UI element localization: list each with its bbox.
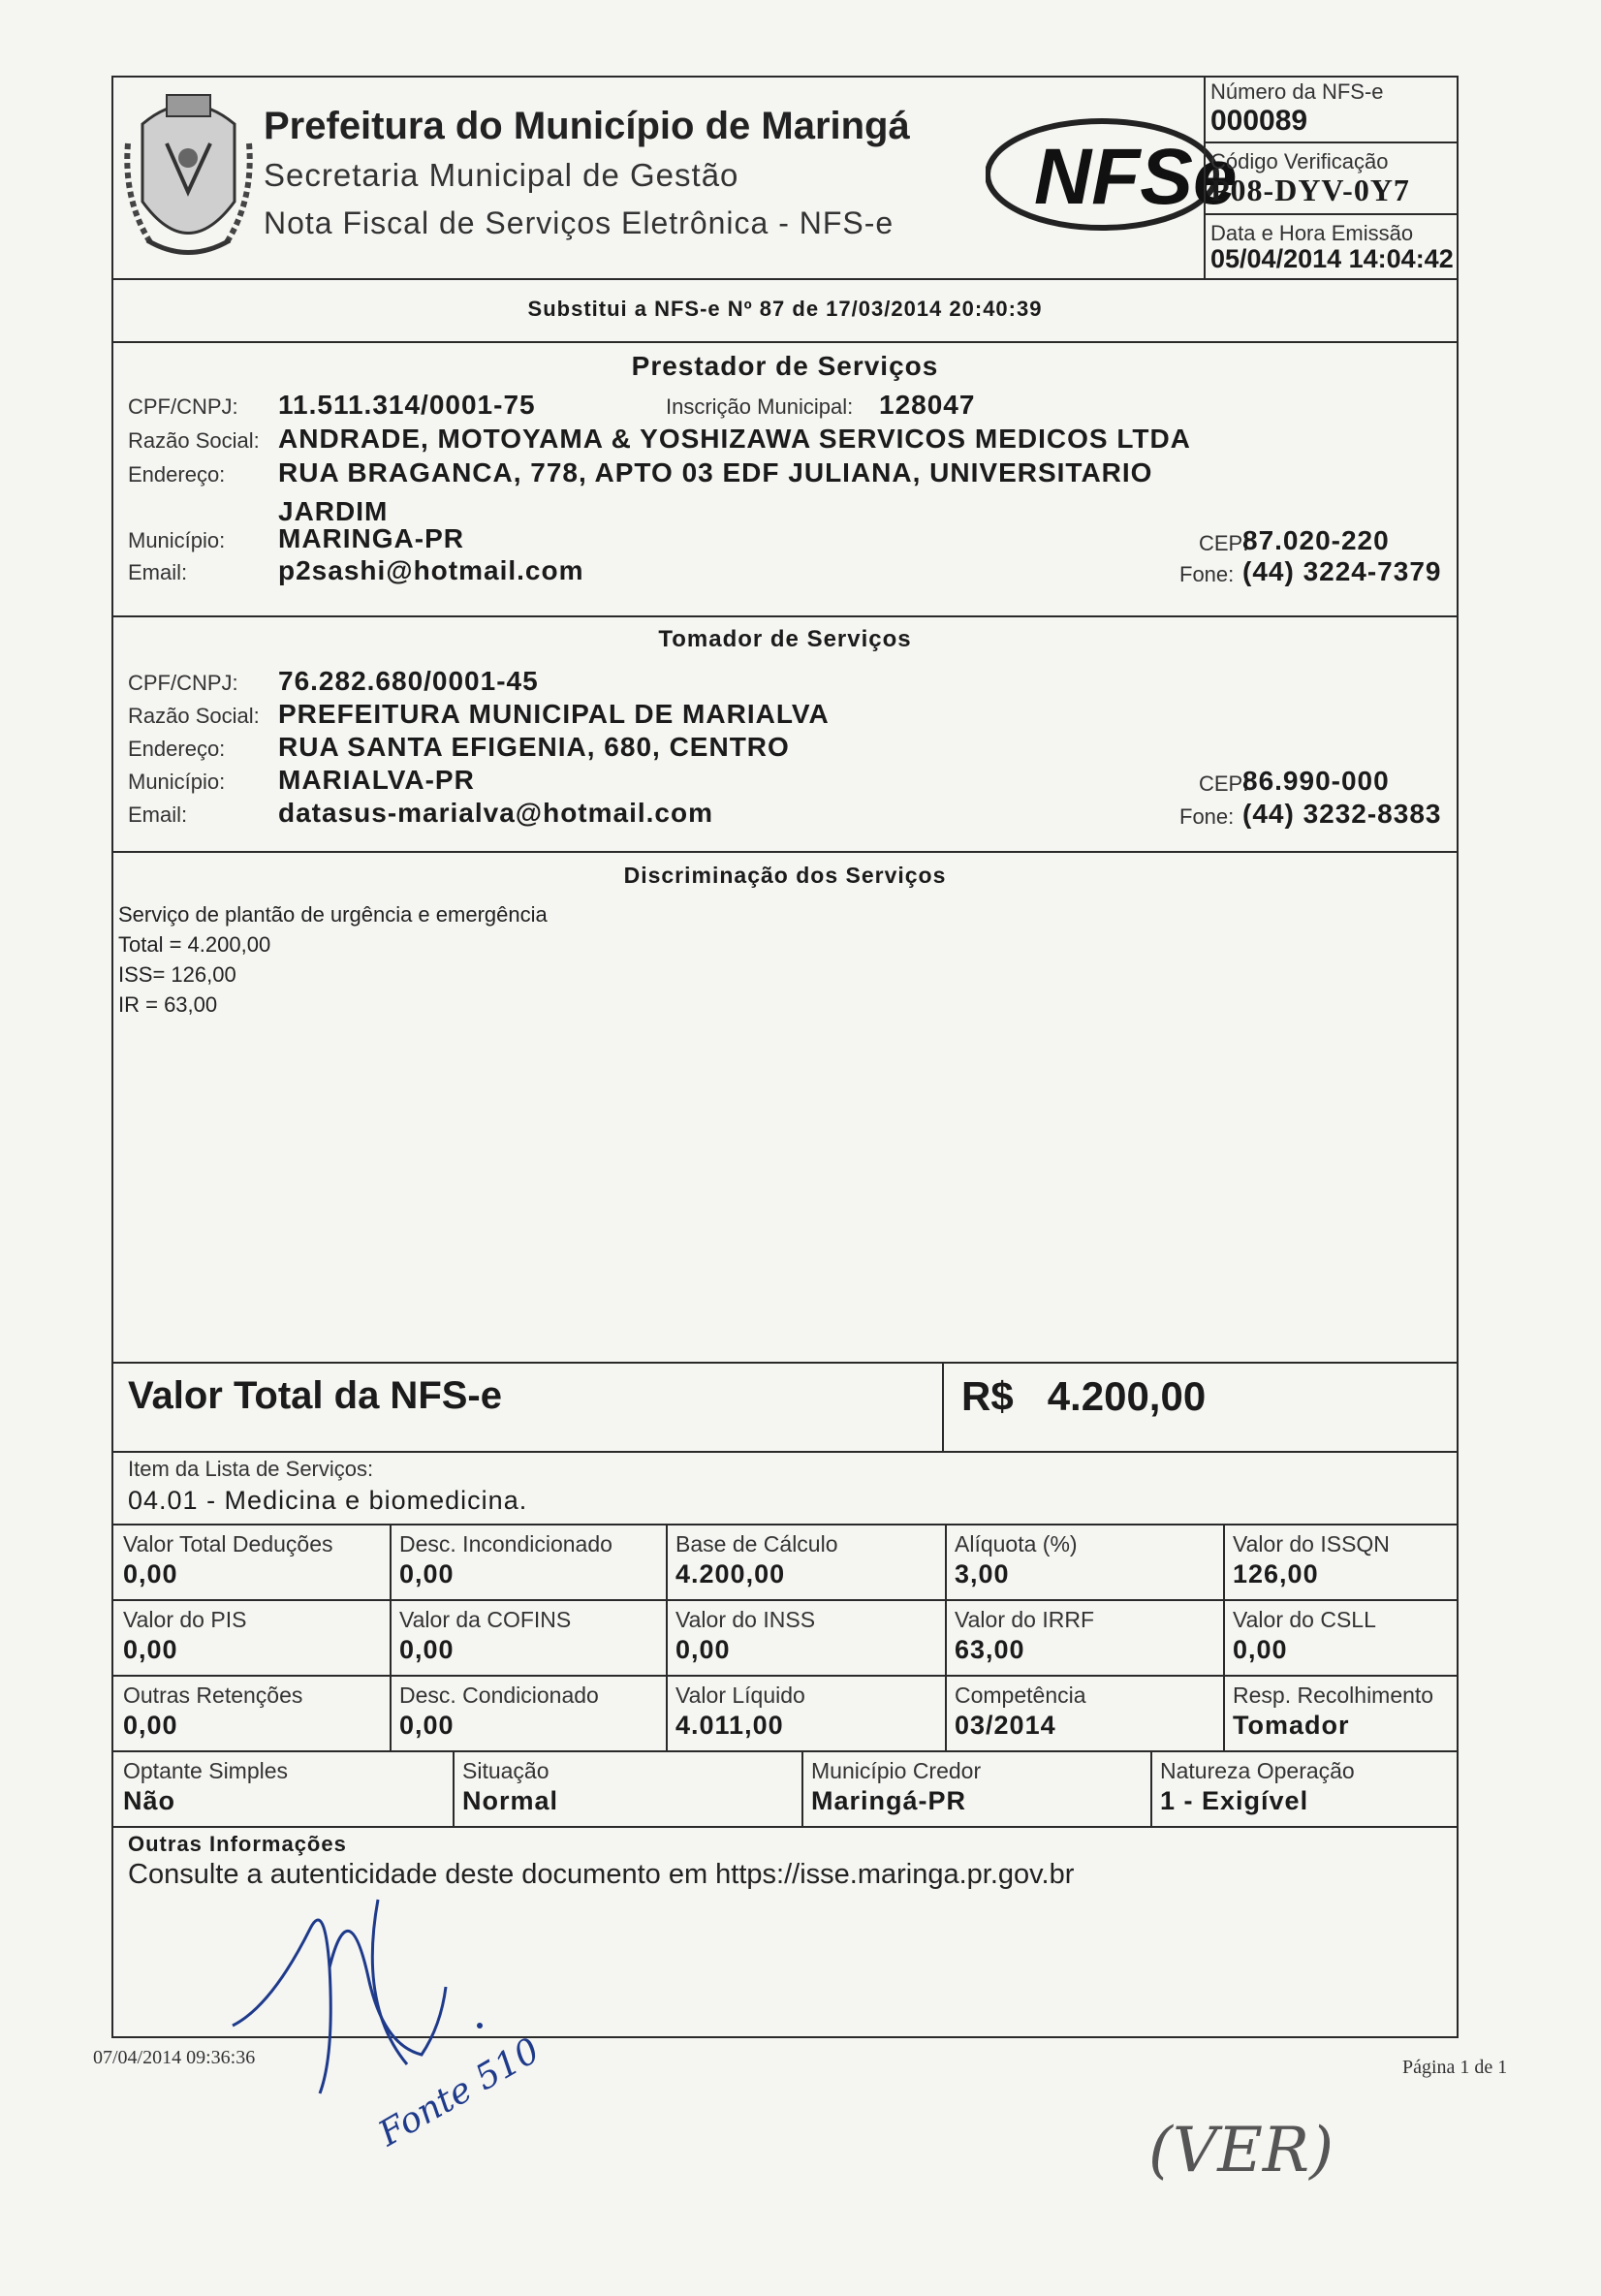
divider	[113, 341, 1457, 343]
cell-value: 0,00	[1233, 1635, 1288, 1664]
cell-label: Valor Líquido	[675, 1683, 805, 1708]
prestador-razao-value: ANDRADE, MOTOYAMA & YOSHIZAWA SERVICOS MEDICOS LTDA	[278, 424, 1191, 454]
numero-value: 000089	[1210, 105, 1308, 137]
printed-at: 07/04/2014 09:36:36	[93, 2047, 256, 2068]
discriminacao-line: IR = 63,00	[118, 992, 218, 1017]
desc-incondicionado-cell	[390, 1525, 666, 1595]
tomador-fone-label: Fone:	[1179, 804, 1235, 829]
cell-value: 03/2014	[955, 1711, 1056, 1740]
valor-deducoes-cell	[113, 1525, 390, 1595]
cell-label: Valor do INSS	[675, 1607, 816, 1632]
cell-value: 0,00	[399, 1635, 455, 1664]
tomador-cep-label: CEP:	[1199, 771, 1249, 796]
cell-label: Município Credor	[811, 1758, 982, 1783]
divider	[113, 278, 1457, 280]
cell-label: Valor do IRRF	[955, 1607, 1095, 1632]
valor-csll-cell	[1223, 1601, 1459, 1671]
cell-label: Base de Cálculo	[675, 1531, 838, 1557]
prestador-title: Prestador de Serviços	[631, 351, 939, 381]
outras-retencoes-cell	[113, 1677, 390, 1746]
cell-label: Resp. Recolhimento	[1233, 1683, 1434, 1708]
tomador-cpf-label: CPF/CNPJ:	[128, 671, 238, 695]
aliquota-cell	[945, 1525, 1223, 1595]
desc-condicionado-cell	[390, 1677, 666, 1746]
discriminacao-line: Serviço de plantão de urgência e emergência	[118, 902, 548, 927]
codigo-label: Código Verificação	[1210, 149, 1389, 173]
divider	[113, 1362, 1457, 1364]
cell-label: Situação	[462, 1758, 549, 1783]
item-lista-label: Item da Lista de Serviços:	[128, 1457, 374, 1481]
header-doc-type: Nota Fiscal de Serviços Eletrônica - NFS-e	[264, 205, 895, 240]
prestador-email-label: Email:	[128, 560, 188, 584]
codigo-value: P08-DYV-0Y7	[1210, 173, 1410, 207]
divider	[113, 851, 1457, 853]
cell-label: Valor da COFINS	[399, 1607, 572, 1632]
item-lista-value: 04.01 - Medicina e biomedicina.	[128, 1486, 528, 1515]
discriminacao-text	[118, 899, 548, 1020]
divider	[1204, 213, 1457, 215]
tomador-endereco-value: RUA SANTA EFIGENIA, 680, CENTRO	[278, 732, 790, 762]
natureza-operacao-cell	[1150, 1752, 1459, 1822]
tomador-email-label: Email:	[128, 802, 188, 827]
cell-label: Optante Simples	[123, 1758, 289, 1783]
cell-value: Normal	[462, 1786, 559, 1815]
cell-value: 4.200,00	[675, 1559, 786, 1588]
cell-label: Desc. Incondicionado	[399, 1531, 612, 1557]
prestador-im-label: Inscrição Municipal:	[666, 394, 854, 419]
page-number: Página 1 de 1	[1402, 2057, 1508, 2078]
prestador-fone-label: Fone:	[1179, 562, 1235, 586]
base-calculo-cell	[666, 1525, 945, 1595]
tomador-razao-label: Razão Social:	[128, 704, 260, 728]
cell-value: 126,00	[1233, 1559, 1319, 1588]
prestador-email-value: p2sashi@hotmail.com	[278, 555, 584, 585]
valor-inss-cell	[666, 1601, 945, 1671]
discriminacao-title: Discriminação dos Serviços	[623, 863, 947, 888]
tomador-endereco-label: Endereço:	[128, 737, 226, 761]
prestador-municipio-value: MARINGA-PR	[278, 523, 464, 553]
prestador-endereco-line2: JARDIM	[278, 496, 389, 526]
prestador-cep-value: 87.020-220	[1242, 525, 1390, 555]
cell-label: Natureza Operação	[1160, 1758, 1355, 1783]
header-subtitle: Secretaria Municipal de Gestão	[264, 157, 739, 193]
tomador-razao-value: PREFEITURA MUNICIPAL DE MARIALVA	[278, 699, 830, 729]
tomador-cpf-value: 76.282.680/0001-45	[278, 666, 539, 696]
discriminacao-line: ISS= 126,00	[118, 962, 236, 987]
cell-label: Valor do PIS	[123, 1607, 247, 1632]
cell-value: 0,00	[675, 1635, 731, 1664]
prestador-cpf-label: CPF/CNPJ:	[128, 394, 238, 419]
cell-label: Competência	[955, 1683, 1086, 1708]
data-emissao-label: Data e Hora Emissão	[1210, 221, 1414, 245]
prestador-cpf-value: 11.511.314/0001-75	[278, 390, 536, 420]
cell-label: Valor Total Deduções	[123, 1531, 333, 1557]
outras-info-title: Outras Informações	[128, 1832, 347, 1856]
prestador-fone-value: (44) 3224-7379	[1242, 556, 1442, 586]
cell-label: Alíquota (%)	[955, 1531, 1078, 1557]
prestador-im-value: 128047	[879, 390, 976, 420]
discriminacao-line: Total = 4.200,00	[118, 932, 271, 957]
cell-value: Não	[123, 1786, 176, 1815]
situacao-cell	[453, 1752, 801, 1822]
competencia-cell	[945, 1677, 1223, 1746]
data-emissao-value: 05/04/2014 14:04:42	[1210, 244, 1454, 273]
handwritten-note-fonte	[368, 2021, 601, 2166]
divider	[113, 615, 1457, 617]
handwritten-note-ver-text: (VER)	[1148, 2115, 1334, 2186]
valor-cofins-cell	[390, 1601, 666, 1671]
prestador-endereco-label: Endereço:	[128, 462, 226, 487]
cell-value: 0,00	[399, 1559, 455, 1588]
header-title: Prefeitura do Município de Maringá	[264, 105, 910, 147]
valor-total-label: Valor Total da NFS-e	[128, 1374, 502, 1417]
cell-value: 4.011,00	[675, 1711, 784, 1740]
header-divider	[1204, 78, 1206, 278]
numero-label: Número da NFS-e	[1210, 79, 1384, 104]
substitui-text: Substitui a NFS-e Nº 87 de 17/03/2014 20:40:39	[527, 297, 1043, 321]
prestador-cep-label: CEP:	[1199, 531, 1249, 555]
cell-value: 0,00	[399, 1711, 455, 1740]
cell-label: Outras Retenções	[123, 1683, 303, 1708]
outras-info-text: Consulte a autenticidade deste documento em https://isse.maringa.pr.gov.br	[128, 1859, 1075, 1890]
valor-total-value: R$ 4.200,00	[961, 1373, 1207, 1419]
cell-value: 3,00	[955, 1559, 1010, 1588]
cell-label: Valor do ISSQN	[1233, 1531, 1390, 1557]
divider	[942, 1362, 944, 1451]
valor-issqn-cell	[1223, 1525, 1459, 1595]
tomador-municipio-value: MARIALVA-PR	[278, 765, 475, 795]
tomador-fone-value: (44) 3232-8383	[1242, 799, 1442, 829]
cell-label: Valor do CSLL	[1233, 1607, 1376, 1632]
prestador-razao-label: Razão Social:	[128, 428, 260, 453]
tomador-cep-value: 86.990-000	[1242, 766, 1390, 796]
valor-pis-cell	[113, 1601, 390, 1671]
prestador-municipio-label: Município:	[128, 528, 226, 552]
handwritten-note-ver	[1144, 2093, 1376, 2200]
cell-value: 63,00	[955, 1635, 1025, 1664]
divider	[113, 1826, 1457, 1828]
prestador-endereco-line1: RUA BRAGANCA, 778, APTO 03 EDF JULIANA, UNIVERSITARIO	[278, 457, 1153, 488]
maringa-coat-of-arms-icon	[123, 85, 254, 265]
tomador-municipio-label: Município:	[128, 770, 226, 794]
cell-label: Desc. Condicionado	[399, 1683, 599, 1708]
divider	[1204, 142, 1457, 143]
municipio-credor-cell	[801, 1752, 1150, 1822]
cell-value: 0,00	[123, 1635, 178, 1664]
resp-recolhimento-cell	[1223, 1677, 1459, 1746]
cell-value: 0,00	[123, 1559, 178, 1588]
nfse-logo-text: NFSe	[1034, 133, 1238, 221]
optante-simples-cell	[113, 1752, 453, 1822]
valor-irrf-cell	[945, 1601, 1223, 1671]
cell-value: Tomador	[1233, 1711, 1350, 1740]
invoice-frame	[111, 76, 1459, 2038]
divider	[113, 1451, 1457, 1453]
cell-value: 1 - Exigível	[1160, 1786, 1309, 1815]
valor-liquido-cell	[666, 1677, 945, 1746]
cell-value: 0,00	[123, 1711, 178, 1740]
tomador-title: Tomador de Serviços	[658, 626, 912, 652]
tomador-email-value: datasus-marialva@hotmail.com	[278, 798, 713, 828]
handwritten-note-fonte-text: Fonte 510	[372, 2030, 547, 2154]
cell-value: Maringá-PR	[811, 1786, 967, 1815]
